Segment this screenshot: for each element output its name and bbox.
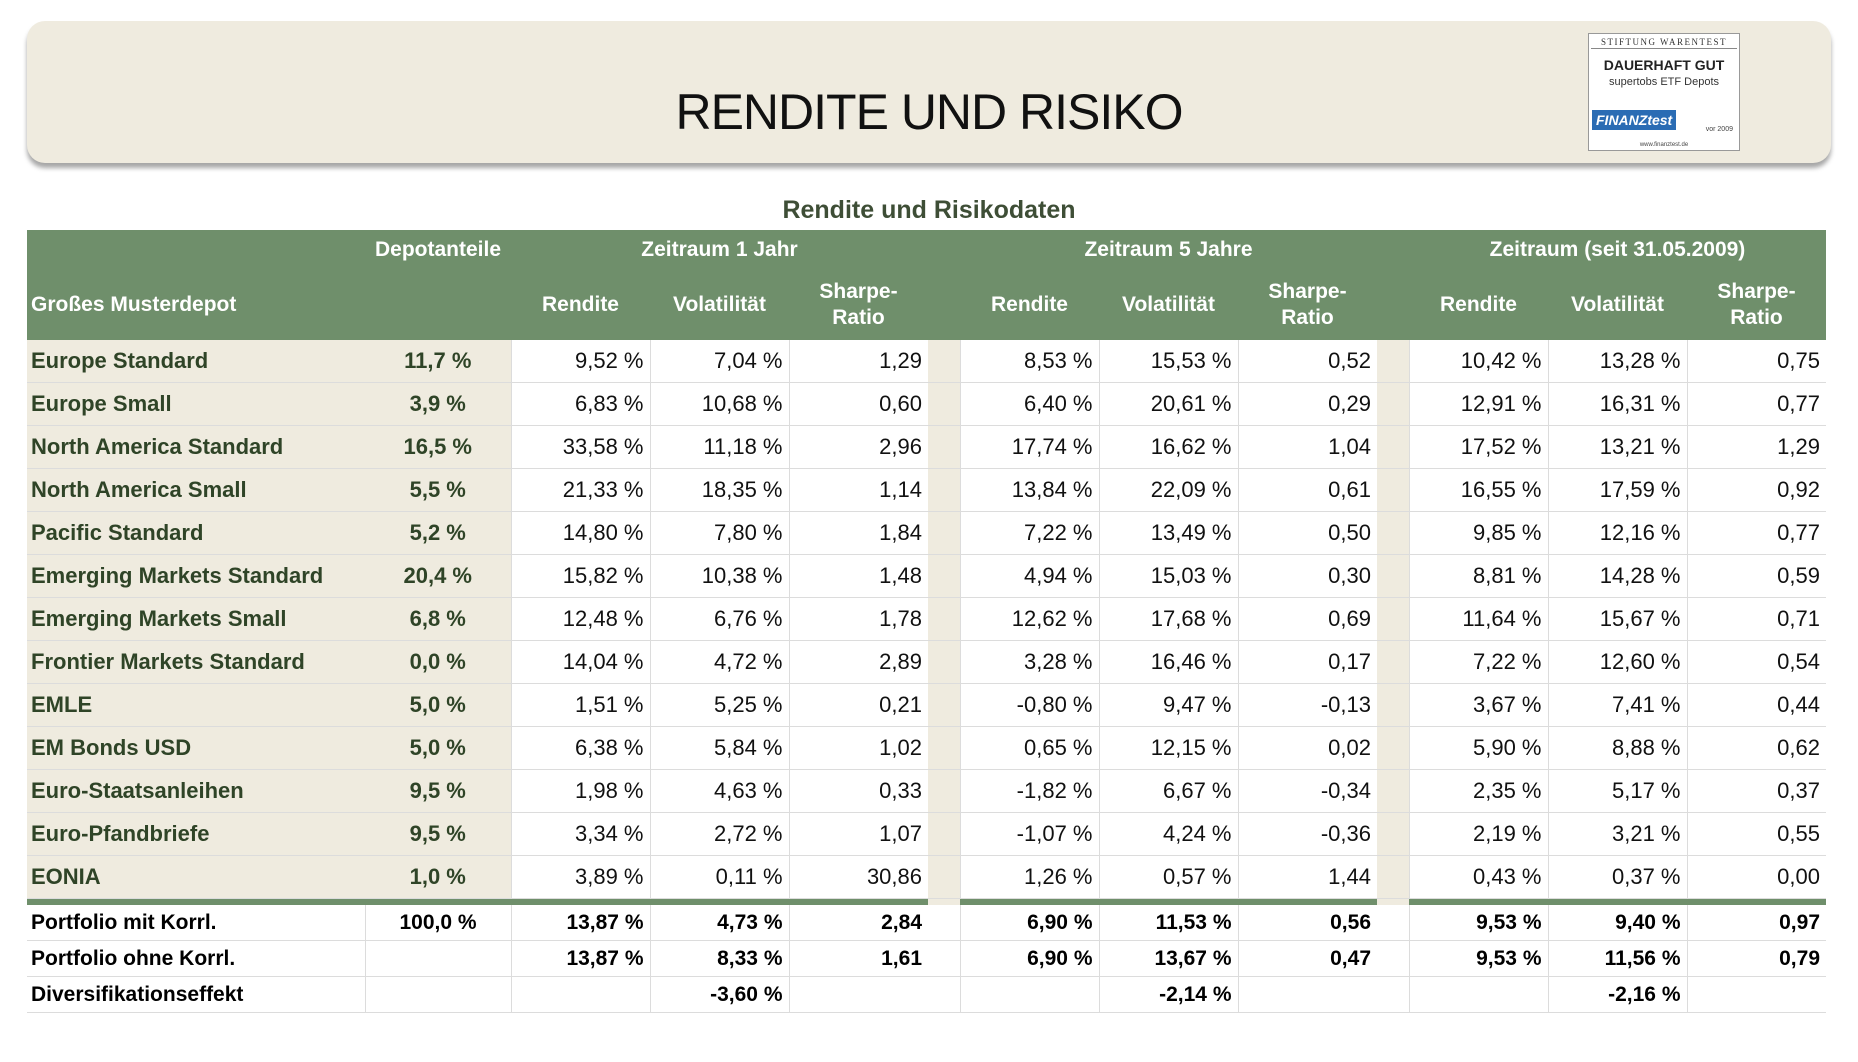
cell-rendite-5y: 12,62 %	[960, 598, 1099, 641]
cell-volatilitaet-5y: 9,47 %	[1099, 684, 1238, 727]
cell-rendite-since: 3,67 %	[1409, 684, 1548, 727]
cell-sharpe-5y: 0,17	[1238, 641, 1377, 684]
cell-sharpe-since: 0,75	[1687, 340, 1826, 383]
cell-volatilitaet-since: 13,21 %	[1548, 426, 1687, 469]
cell-volatilitaet-since: 12,16 %	[1548, 512, 1687, 555]
cell-sharpe-5y: -0,36	[1238, 813, 1377, 856]
cell-rendite-since: 5,90 %	[1409, 727, 1548, 770]
cell-rendite-since: 0,43 %	[1409, 856, 1548, 899]
cell-sharpe-since: 0,44	[1687, 684, 1826, 727]
summary-name: Portfolio ohne Korrl.	[27, 941, 365, 977]
cell-volatilitaet-since: 17,59 %	[1548, 469, 1687, 512]
summary-sharpe-5y: 0,47	[1238, 941, 1377, 977]
cell-volatilitaet-5y: 17,68 %	[1099, 598, 1238, 641]
table-row	[27, 770, 1826, 813]
header-sharpe-line1: Sharpe-	[819, 280, 898, 303]
summary-rendite-since: 9,53 %	[1409, 905, 1548, 941]
cell-sharpe-5y: 0,52	[1238, 340, 1377, 383]
cell-volatilitaet-1y: 5,25 %	[650, 684, 789, 727]
cell-rendite-1y: 14,80 %	[511, 512, 650, 555]
cell-sharpe-1y: 0,60	[789, 383, 928, 426]
header-sharpe	[1687, 270, 1826, 340]
header-sharpe-line1: Sharpe-	[1268, 280, 1347, 303]
cell-volatilitaet-5y: 15,03 %	[1099, 555, 1238, 598]
finanztest-logo: FINANZtest	[1592, 110, 1676, 130]
summary-row	[27, 905, 1826, 941]
column-gap	[1377, 469, 1409, 512]
cell-volatilitaet-1y: 4,63 %	[650, 770, 789, 813]
cell-sharpe-since: 0,00	[1687, 856, 1826, 899]
cell-sharpe-5y: 1,04	[1238, 426, 1377, 469]
cell-volatilitaet-5y: 6,67 %	[1099, 770, 1238, 813]
table-row	[27, 598, 1826, 641]
cell-volatilitaet-1y: 7,80 %	[650, 512, 789, 555]
summary-share	[365, 977, 511, 1013]
table-title: Rendite und Risikodaten	[782, 196, 1076, 224]
test-seal	[1588, 33, 1740, 151]
cell-rendite-1y: 3,89 %	[511, 856, 650, 899]
cell-rendite-1y: 6,38 %	[511, 727, 650, 770]
cell-sharpe-1y: 1,78	[789, 598, 928, 641]
column-gap	[928, 641, 960, 684]
cell-rendite-1y: 6,83 %	[511, 383, 650, 426]
summary-rendite-1y: 13,87 %	[511, 905, 650, 941]
asset-name: Emerging Markets Standard	[27, 555, 365, 598]
asset-share: 16,5 %	[365, 426, 511, 469]
summary-sharpe-5y: 0,56	[1238, 905, 1377, 941]
seal-subject: supertobs ETF Depots	[1608, 76, 1720, 88]
cell-rendite-5y: -1,82 %	[960, 770, 1099, 813]
cell-rendite-5y: 6,40 %	[960, 383, 1099, 426]
cell-volatilitaet-5y: 0,57 %	[1099, 856, 1238, 899]
cell-rendite-1y: 1,51 %	[511, 684, 650, 727]
column-gap	[928, 469, 960, 512]
cell-rendite-1y: 21,33 %	[511, 469, 650, 512]
cell-sharpe-since: 1,29	[1687, 426, 1826, 469]
header-period-since: Zeitraum (seit 31.05.2009)	[1489, 238, 1746, 261]
asset-name: Europe Standard	[27, 340, 365, 383]
asset-share: 9,5 %	[365, 770, 511, 813]
cell-rendite-1y: 9,52 %	[511, 340, 650, 383]
cell-volatilitaet-1y: 4,72 %	[650, 641, 789, 684]
summary-volatilitaet-since: 11,56 %	[1548, 941, 1687, 977]
column-gap	[928, 555, 960, 598]
cell-volatilitaet-5y: 16,62 %	[1099, 426, 1238, 469]
table-row	[27, 641, 1826, 684]
cell-rendite-5y: -1,07 %	[960, 813, 1099, 856]
column-gap	[928, 813, 960, 856]
seal-rating: DAUERHAFT GUT	[1603, 57, 1725, 73]
cell-volatilitaet-1y: 2,72 %	[650, 813, 789, 856]
header-rendite: Rendite	[990, 293, 1068, 316]
summary-volatilitaet-5y: -2,14 %	[1099, 977, 1238, 1013]
asset-share: 9,5 %	[365, 813, 511, 856]
cell-rendite-5y: 0,65 %	[960, 727, 1099, 770]
summary-share	[365, 941, 511, 977]
column-gap	[1377, 727, 1409, 770]
asset-share: 5,0 %	[365, 727, 511, 770]
asset-name: North America Standard	[27, 426, 365, 469]
cell-volatilitaet-5y: 15,53 %	[1099, 340, 1238, 383]
table-row	[27, 469, 1826, 512]
column-gap	[928, 727, 960, 770]
table-row	[27, 512, 1826, 555]
summary-sharpe-since: 0,79	[1687, 941, 1826, 977]
cell-sharpe-since: 0,92	[1687, 469, 1826, 512]
cell-rendite-since: 2,35 %	[1409, 770, 1548, 813]
asset-name: EONIA	[27, 856, 365, 899]
cell-volatilitaet-since: 13,28 %	[1548, 340, 1687, 383]
table-row	[27, 684, 1826, 727]
cell-sharpe-5y: 0,02	[1238, 727, 1377, 770]
summary-rendite-5y	[960, 977, 1099, 1013]
cell-volatilitaet-since: 0,37 %	[1548, 856, 1687, 899]
cell-sharpe-since: 0,54	[1687, 641, 1826, 684]
cell-rendite-since: 8,81 %	[1409, 555, 1548, 598]
cell-sharpe-5y: -0,13	[1238, 684, 1377, 727]
summary-volatilitaet-1y: 8,33 %	[650, 941, 789, 977]
cell-sharpe-since: 0,55	[1687, 813, 1826, 856]
cell-rendite-since: 16,55 %	[1409, 469, 1548, 512]
cell-volatilitaet-5y: 16,46 %	[1099, 641, 1238, 684]
cell-rendite-1y: 12,48 %	[511, 598, 650, 641]
header-sharpe-line1: Sharpe-	[1717, 280, 1796, 303]
cell-volatilitaet-1y: 0,11 %	[650, 856, 789, 899]
asset-share: 5,2 %	[365, 512, 511, 555]
summary-sharpe-since: 0,97	[1687, 905, 1826, 941]
asset-share: 3,9 %	[365, 383, 511, 426]
summary-name: Diversifikationseffekt	[27, 977, 365, 1013]
header-rendite: Rendite	[541, 293, 619, 316]
cell-rendite-1y: 14,04 %	[511, 641, 650, 684]
column-gap	[1377, 512, 1409, 555]
cell-sharpe-1y: 2,96	[789, 426, 928, 469]
cell-sharpe-since: 0,62	[1687, 727, 1826, 770]
asset-share: 0,0 %	[365, 641, 511, 684]
summary-rendite-5y: 6,90 %	[960, 941, 1099, 977]
summary-sharpe-1y: 1,61	[789, 941, 928, 977]
column-gap	[1377, 684, 1409, 727]
column-gap	[1377, 770, 1409, 813]
cell-rendite-5y: 8,53 %	[960, 340, 1099, 383]
cell-sharpe-1y: 1,84	[789, 512, 928, 555]
table-row	[27, 727, 1826, 770]
column-gap	[928, 512, 960, 555]
cell-rendite-1y: 15,82 %	[511, 555, 650, 598]
cell-sharpe-1y: 30,86	[789, 856, 928, 899]
column-gap	[1377, 426, 1409, 469]
cell-volatilitaet-since: 15,67 %	[1548, 598, 1687, 641]
asset-name: North America Small	[27, 469, 365, 512]
cell-volatilitaet-since: 12,60 %	[1548, 641, 1687, 684]
header-period-1y: Zeitraum 1 Jahr	[641, 238, 798, 261]
cell-volatilitaet-since: 8,88 %	[1548, 727, 1687, 770]
header-sharpe-line2: Ratio	[832, 306, 885, 329]
asset-name: Emerging Markets Small	[27, 598, 365, 641]
column-gap	[1377, 340, 1409, 383]
header-sharpe	[789, 270, 928, 340]
risk-return-table	[27, 230, 1826, 1013]
summary-rows	[27, 905, 1826, 1013]
cell-volatilitaet-since: 5,17 %	[1548, 770, 1687, 813]
cell-rendite-since: 9,85 %	[1409, 512, 1548, 555]
column-gap	[1377, 641, 1409, 684]
asset-name: Euro-Staatsanleihen	[27, 770, 365, 813]
cell-volatilitaet-since: 14,28 %	[1548, 555, 1687, 598]
asset-name: EM Bonds USD	[27, 727, 365, 770]
summary-row	[27, 941, 1826, 977]
column-gap	[928, 977, 960, 1013]
summary-name: Portfolio mit Korrl.	[27, 905, 365, 941]
column-gap	[1377, 977, 1409, 1013]
header-row-label: Großes Musterdepot	[31, 293, 237, 316]
summary-volatilitaet-1y: -3,60 %	[650, 977, 789, 1013]
cell-sharpe-5y: 0,30	[1238, 555, 1377, 598]
cell-sharpe-1y: 2,89	[789, 641, 928, 684]
cell-sharpe-1y: 1,07	[789, 813, 928, 856]
cell-volatilitaet-1y: 5,84 %	[650, 727, 789, 770]
asset-rows	[27, 340, 1826, 905]
column-gap	[1377, 905, 1409, 941]
asset-share: 5,0 %	[365, 684, 511, 727]
cell-volatilitaet-1y: 6,76 %	[650, 598, 789, 641]
column-gap	[928, 856, 960, 899]
summary-row	[27, 977, 1826, 1013]
column-gap	[1377, 813, 1409, 856]
header-sharpe	[1238, 270, 1377, 340]
cell-rendite-5y: 4,94 %	[960, 555, 1099, 598]
cell-rendite-since: 17,52 %	[1409, 426, 1548, 469]
cell-rendite-since: 10,42 %	[1409, 340, 1548, 383]
summary-sharpe-since	[1687, 977, 1826, 1013]
table-row	[27, 383, 1826, 426]
cell-sharpe-5y: 0,61	[1238, 469, 1377, 512]
summary-volatilitaet-since: -2,16 %	[1548, 977, 1687, 1013]
cell-volatilitaet-since: 3,21 %	[1548, 813, 1687, 856]
column-gap	[928, 684, 960, 727]
asset-name: EMLE	[27, 684, 365, 727]
cell-sharpe-5y: 0,50	[1238, 512, 1377, 555]
cell-sharpe-since: 0,77	[1687, 383, 1826, 426]
cell-sharpe-5y: 0,29	[1238, 383, 1377, 426]
column-gap	[928, 598, 960, 641]
cell-volatilitaet-1y: 18,35 %	[650, 469, 789, 512]
cell-sharpe-5y: 0,69	[1238, 598, 1377, 641]
column-gap	[1377, 856, 1409, 899]
summary-sharpe-1y	[789, 977, 928, 1013]
cell-sharpe-1y: 0,21	[789, 684, 928, 727]
cell-sharpe-since: 0,59	[1687, 555, 1826, 598]
cell-rendite-5y: -0,80 %	[960, 684, 1099, 727]
column-gap	[928, 340, 960, 383]
cell-volatilitaet-since: 7,41 %	[1548, 684, 1687, 727]
cell-sharpe-since: 0,77	[1687, 512, 1826, 555]
column-gap	[1377, 941, 1409, 977]
seal-org: STIFTUNG WARENTEST	[1591, 36, 1737, 49]
cell-rendite-since: 11,64 %	[1409, 598, 1548, 641]
header-sharpe-line2: Ratio	[1730, 306, 1783, 329]
asset-share: 6,8 %	[365, 598, 511, 641]
cell-rendite-since: 7,22 %	[1409, 641, 1548, 684]
summary-share: 100,0 %	[365, 905, 511, 941]
column-gap	[928, 941, 960, 977]
summary-sharpe-1y: 2,84	[789, 905, 928, 941]
asset-share: 20,4 %	[365, 555, 511, 598]
column-gap	[928, 905, 960, 941]
cell-rendite-1y: 3,34 %	[511, 813, 650, 856]
seal-url: www.finanztest.de	[1639, 142, 1689, 148]
cell-rendite-since: 2,19 %	[1409, 813, 1548, 856]
header-sharpe-line2: Ratio	[1281, 306, 1334, 329]
table-row	[27, 856, 1826, 899]
cell-sharpe-1y: 1,14	[789, 469, 928, 512]
cell-sharpe-since: 0,71	[1687, 598, 1826, 641]
summary-rendite-5y: 6,90 %	[960, 905, 1099, 941]
asset-name: Frontier Markets Standard	[27, 641, 365, 684]
table-row	[27, 555, 1826, 598]
column-gap	[928, 426, 960, 469]
cell-volatilitaet-1y: 10,68 %	[650, 383, 789, 426]
summary-volatilitaet-since: 9,40 %	[1548, 905, 1687, 941]
cell-volatilitaet-1y: 11,18 %	[650, 426, 789, 469]
summary-rendite-since	[1409, 977, 1548, 1013]
column-gap	[928, 383, 960, 426]
column-gap	[928, 770, 960, 813]
header-volatilitaet: Volatilität	[673, 293, 766, 316]
cell-rendite-5y: 3,28 %	[960, 641, 1099, 684]
table-row	[27, 340, 1826, 383]
column-gap	[1377, 383, 1409, 426]
summary-volatilitaet-1y: 4,73 %	[650, 905, 789, 941]
header-share: Depotanteile	[374, 238, 502, 261]
summary-sharpe-5y	[1238, 977, 1377, 1013]
seal-date: vor 2009	[1705, 126, 1733, 133]
cell-sharpe-1y: 1,48	[789, 555, 928, 598]
asset-share: 5,5 %	[365, 469, 511, 512]
cell-sharpe-5y: 1,44	[1238, 856, 1377, 899]
asset-name: Euro-Pfandbriefe	[27, 813, 365, 856]
asset-name: Europe Small	[27, 383, 365, 426]
table-row	[27, 813, 1826, 856]
summary-volatilitaet-5y: 13,67 %	[1099, 941, 1238, 977]
cell-rendite-5y: 17,74 %	[960, 426, 1099, 469]
cell-rendite-5y: 1,26 %	[960, 856, 1099, 899]
cell-sharpe-1y: 0,33	[789, 770, 928, 813]
cell-volatilitaet-5y: 4,24 %	[1099, 813, 1238, 856]
summary-volatilitaet-5y: 11,53 %	[1099, 905, 1238, 941]
summary-rendite-1y: 13,87 %	[511, 941, 650, 977]
summary-rendite-since: 9,53 %	[1409, 941, 1548, 977]
page-title: RENDITE UND RISIKO	[675, 84, 1183, 140]
cell-volatilitaet-1y: 10,38 %	[650, 555, 789, 598]
cell-sharpe-5y: -0,34	[1238, 770, 1377, 813]
summary-rendite-1y	[511, 977, 650, 1013]
cell-volatilitaet-5y: 13,49 %	[1099, 512, 1238, 555]
cell-volatilitaet-5y: 22,09 %	[1099, 469, 1238, 512]
cell-sharpe-1y: 1,02	[789, 727, 928, 770]
header-volatilitaet: Volatilität	[1122, 293, 1215, 316]
table-row	[27, 426, 1826, 469]
header-rendite: Rendite	[1439, 293, 1517, 316]
cell-volatilitaet-5y: 20,61 %	[1099, 383, 1238, 426]
asset-name: Pacific Standard	[27, 512, 365, 555]
cell-volatilitaet-5y: 12,15 %	[1099, 727, 1238, 770]
cell-rendite-5y: 7,22 %	[960, 512, 1099, 555]
cell-rendite-5y: 13,84 %	[960, 469, 1099, 512]
column-gap	[1377, 555, 1409, 598]
cell-sharpe-1y: 1,29	[789, 340, 928, 383]
asset-share: 11,7 %	[365, 340, 511, 383]
cell-volatilitaet-since: 16,31 %	[1548, 383, 1687, 426]
asset-share: 1,0 %	[365, 856, 511, 899]
cell-sharpe-since: 0,37	[1687, 770, 1826, 813]
cell-volatilitaet-1y: 7,04 %	[650, 340, 789, 383]
column-gap	[1377, 598, 1409, 641]
header-period-5y: Zeitraum 5 Jahre	[1084, 238, 1253, 261]
cell-rendite-since: 12,91 %	[1409, 383, 1548, 426]
header-volatilitaet: Volatilität	[1571, 293, 1664, 316]
cell-rendite-1y: 33,58 %	[511, 426, 650, 469]
cell-rendite-1y: 1,98 %	[511, 770, 650, 813]
header-banner	[27, 21, 1831, 163]
